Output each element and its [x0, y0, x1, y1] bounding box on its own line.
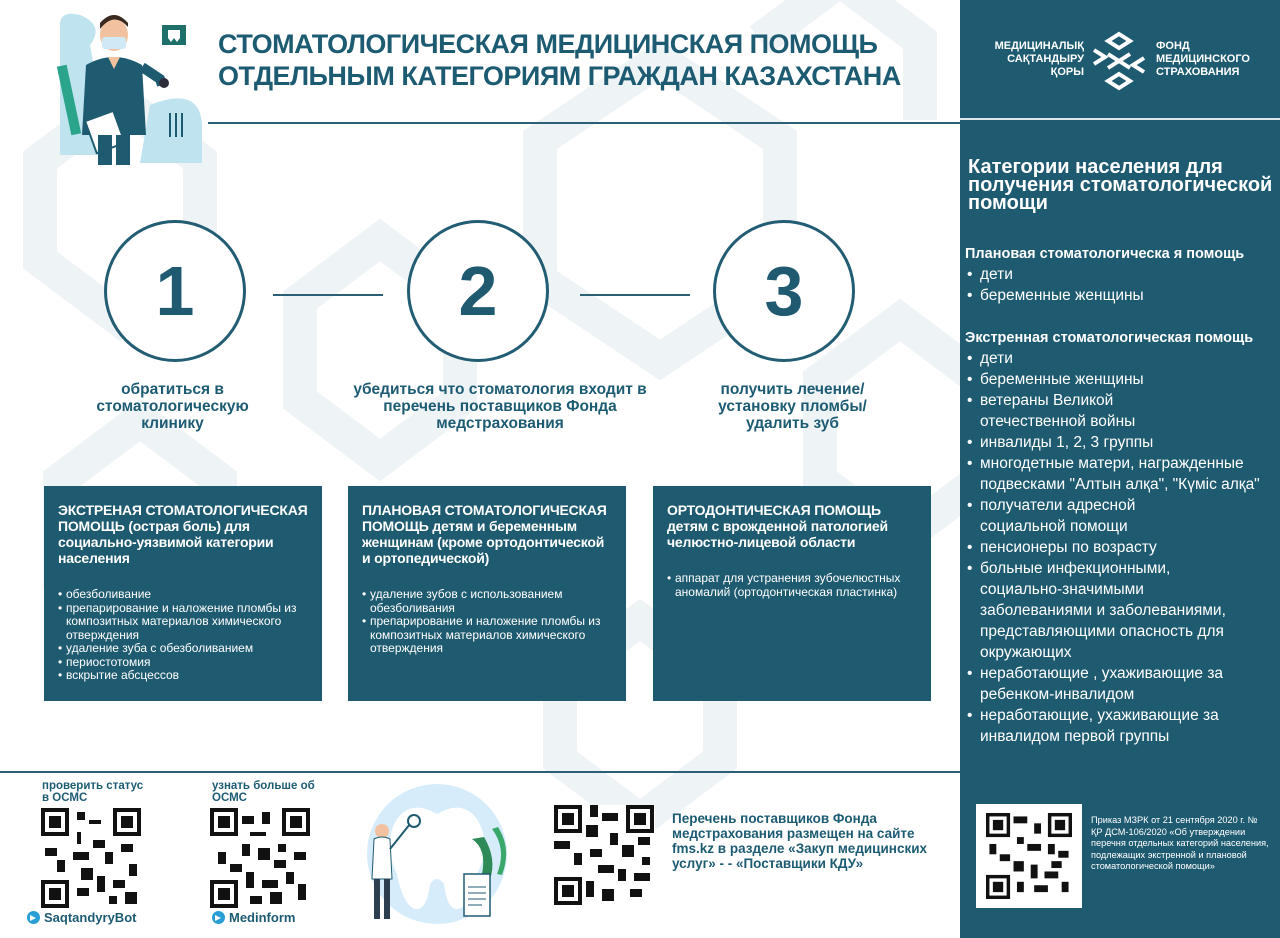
sidebar-divider — [960, 118, 1280, 120]
list-item: • удаление зубов с использованием обезболивания — [362, 588, 612, 615]
step-connector-2 — [580, 294, 690, 296]
qr2-label: узнать больше об ОСМС — [212, 780, 315, 804]
list-item: • дети — [965, 264, 1277, 285]
dentist-illustration — [50, 5, 210, 165]
card-planned-title — [362, 502, 612, 566]
list-item: • неработающие , ухаживающие за ребенком-инвалидом — [965, 663, 1225, 705]
list-item: • больные инфекционными, социально-значимыми заболеваниями и заболеваниями, представляющими опасность для окружающих — [965, 558, 1250, 663]
tooth-doctor-illustration — [352, 779, 522, 929]
step-3-text: получить лечение/ установку пломбы/ удалить зуб — [718, 381, 867, 432]
card-planned-title-bold: ПЛАНОВАЯ СТОМАТОЛОГИЧЕСКАЯ ПОМОЩЬ — [362, 502, 607, 534]
telegram-icon — [27, 911, 40, 924]
list-item: • ветераны Великой отечественной войны — [965, 390, 1165, 432]
list-item: • беременные женщины — [965, 369, 1277, 390]
planned-list — [965, 264, 1277, 306]
fund-logo — [960, 0, 1280, 118]
list-item: • беременные женщины — [965, 285, 1277, 306]
logo-text-kz: МЕДИЦИНАЛЫҚ САҚТАНДЫРУ ҚОРЫ — [994, 40, 1084, 78]
page-title — [218, 28, 918, 92]
card-emergency-title — [58, 502, 308, 566]
card-orthodontic-title-bold: ОРТОДОНТИЧЕСКАЯ ПОМОЩЬ — [667, 502, 881, 518]
card-orthodontic-title — [667, 502, 917, 550]
emergency-heading: Экстренная стоматологическая помощь — [965, 330, 1254, 346]
card-orthodontic-title-rest: детям с врожденной патологией челюстно-лицевой области — [667, 518, 888, 550]
card-planned-list — [362, 588, 612, 656]
list-item: • обезболивание — [58, 588, 308, 602]
list-item: • дети — [965, 348, 1277, 369]
step-2-circle: 2 — [407, 220, 549, 362]
list-item: • многодетные матери, награжденные подвесками "Алтын алқа", "Күміс алқа" — [965, 453, 1265, 495]
telegram-link-medinform[interactable] — [212, 910, 295, 925]
planned-heading: Плановая стоматологическа я помощь — [965, 246, 1245, 262]
step-3-circle: 3 — [713, 220, 855, 362]
list-item: • получатели адресной социальной помощи — [965, 495, 1165, 537]
list-item: • удаление зуба с обезболиванием — [58, 642, 308, 656]
telegram-link-saqtandyry[interactable] — [27, 910, 136, 925]
list-item: • аппарат для устранения зубочелюстных аномалий (ортодонтическая пластинка) — [667, 572, 917, 599]
order-qr-frame — [976, 804, 1082, 908]
step-1-text: обратиться в стоматологическую клинику — [96, 381, 249, 432]
step-1-circle: 1 — [104, 220, 246, 362]
telegram-icon — [212, 911, 225, 924]
title-line-1: СТОМАТОЛОГИЧЕСКАЯ МЕДИЦИНСКАЯ ПОМОЩЬ — [218, 29, 878, 59]
qr-code-saqtandyry[interactable] — [40, 808, 142, 908]
list-item: • неработающие, ухаживающие за инвалидом первой группы — [965, 705, 1240, 747]
list-item: • препарирование и наложение пломбы из композитных материалов химического отверждения — [58, 602, 308, 643]
logo-text-ru: ФОНД МЕДИЦИНСКОГО СТРАХОВАНИЯ — [1156, 40, 1250, 78]
card-emergency-list — [58, 588, 308, 683]
card-orthodontic-list — [667, 572, 917, 599]
card-orthodontic — [653, 486, 931, 701]
list-item: • периостотомия — [58, 656, 308, 670]
list-item: • инвалиды 1, 2, 3 группы — [965, 432, 1277, 453]
list-item: • вскрытие абсцессов — [58, 669, 308, 683]
emergency-list — [965, 348, 1277, 747]
card-emergency-title-rest: (острая боль) для социально-уязвимой категории населения — [58, 518, 274, 566]
fund-logo-icon — [1088, 30, 1150, 92]
qr1-label: проверить статус в ОСМС — [42, 780, 144, 804]
step-connector-1 — [273, 294, 383, 296]
qr-code-order[interactable] — [986, 813, 1072, 899]
sidebar-title: Категории населения для получения стоматологической помощи — [968, 156, 1273, 214]
list-item: • препарирование и наложение пломбы из композитных материалов химического отверждения — [362, 615, 612, 656]
supplier-info-text: Перечень поставщиков Фонда медстрахования размещен на сайте fms.kz в разделе «Закуп медицинских услуг» - - «Поставщики КДУ» — [672, 811, 928, 871]
footer-divider — [0, 771, 960, 773]
order-reference-text: Приказ МЗРК от 21 сентября 2020 г. № ҚР ДСМ-106/2020 «Об утверждении перечня отдельных категорий населения, подлежащих экстренной и плановой стоматологической помощи» — [1091, 815, 1269, 871]
telegram-bot-name: SaqtandyryBot — [44, 910, 137, 925]
sidebar — [960, 0, 1280, 938]
card-planned-title-rest: детям и беременным женщинам (кроме ортодонтической и ортопедической) — [362, 518, 605, 566]
step-2-text: убедиться что стоматология входит в перечень поставщиков Фонда медстрахования — [353, 381, 647, 432]
card-emergency — [44, 486, 322, 701]
card-planned — [348, 486, 626, 701]
header-divider — [208, 122, 960, 124]
qr-code-suppliers[interactable] — [553, 805, 655, 905]
card-emergency-title-bold: ЭКСТРЕНАЯ СТОМАТОЛОГИЧЕСКАЯ ПОМОЩЬ — [58, 502, 308, 534]
qr-code-medinform[interactable] — [209, 808, 311, 908]
list-item: • пенсионеры по возрасту — [965, 537, 1277, 558]
title-line-2: ОТДЕЛЬНЫМ КАТЕГОРИЯМ ГРАЖДАН КАЗАХСТАНА — [218, 61, 901, 91]
telegram-bot-name: Medinform — [229, 910, 296, 925]
